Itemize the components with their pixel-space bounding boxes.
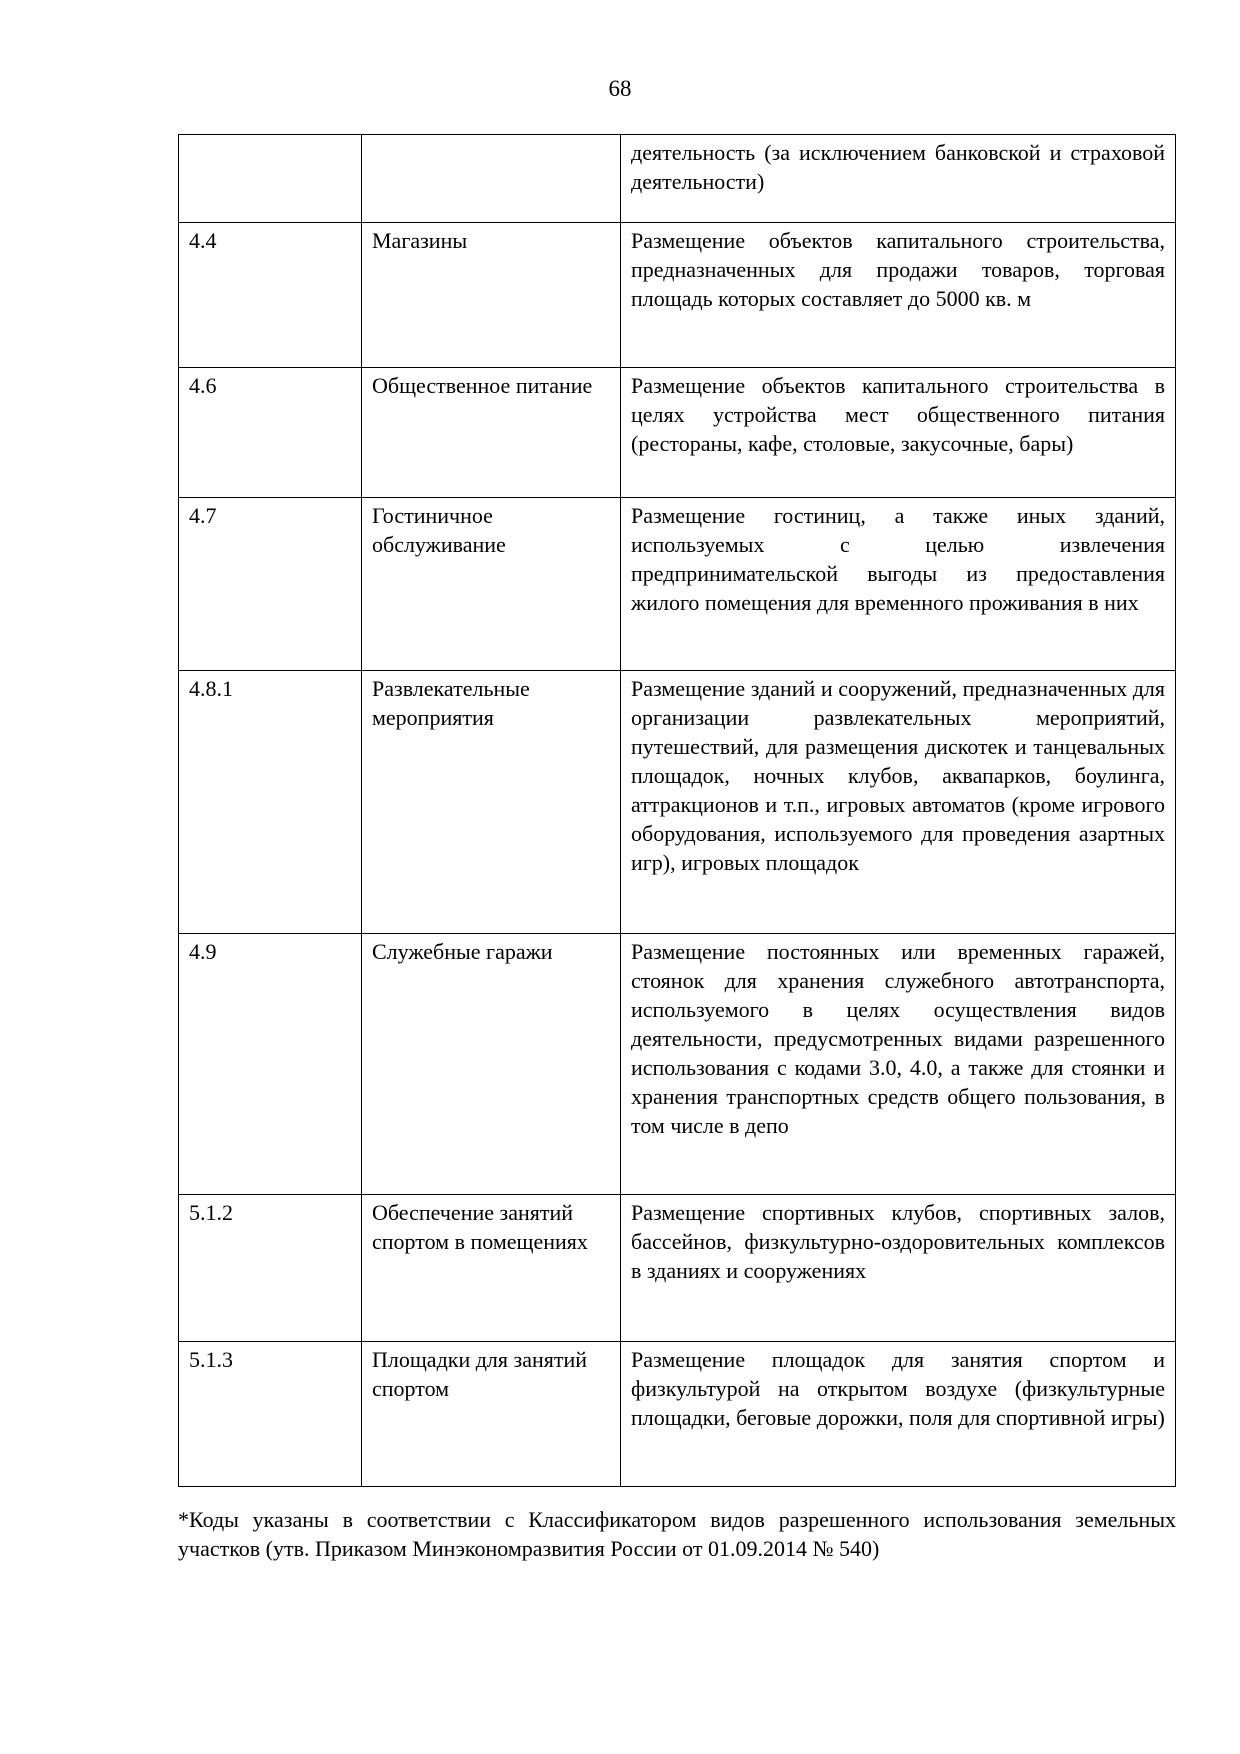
row-name: Магазины — [362, 223, 621, 368]
row-code: 4.4 — [179, 223, 362, 368]
table-row — [179, 1342, 1176, 1487]
row-name: Служебные гаражи — [362, 934, 621, 1195]
row-name: Площадки для занятий спортом — [362, 1342, 621, 1487]
row-description: Размещение объектов капитального строительства в целях устройства мест общественного питания (рестораны, кафе, столовые, закусочные, бары) — [621, 368, 1176, 498]
table-row — [179, 368, 1176, 498]
row-code: 5.1.3 — [179, 1342, 362, 1487]
table-row — [179, 498, 1176, 671]
row-name: Гостиничное обслуживание — [362, 498, 621, 671]
row-description: Размещение постоянных или временных гаражей, стоянок для хранения служебного автотранспорта, используемого в целях осуществления видов деятельности, предусмотренных видами разрешенного использования с кодами 3.0, 4.0, а также для стоянки и хранения транспортных средств общего пользования, в том числе в депо — [621, 934, 1176, 1195]
row-code: 5.1.2 — [179, 1195, 362, 1342]
row-name: Общественное питание — [362, 368, 621, 498]
row-description: Размещение зданий и сооружений, предназначенных для организации развлекательных мероприятий, путешествий, для размещения дискотек и танцевальных площадок, ночных клубов, аквапарков, боулинга, аттракционов и т.п., игровых автоматов (кроме игрового оборудования, используемого для проведения азартных игр), игровых площадок — [621, 671, 1176, 934]
row-code — [179, 135, 362, 223]
table-row — [179, 1195, 1176, 1342]
row-code: 4.9 — [179, 934, 362, 1195]
table-row — [179, 223, 1176, 368]
page-number: 68 — [608, 76, 632, 101]
row-description: деятельность (за исключением банковской и страховой деятельности) — [621, 135, 1176, 223]
footnote: *Коды указаны в соответствии с Классификатором видов разрешенного использования земельных участков (утв. Приказом Минэкономразвития России от 01.09.2014 № 540) — [178, 1507, 1176, 1561]
row-name: Развлекательные мероприятия — [362, 671, 621, 934]
row-code: 4.8.1 — [179, 671, 362, 934]
row-description: Размещение гостиниц, а также иных зданий, используемых с целью извлечения предпринимательской выгоды из предоставления жилого помещения для временного проживания в них — [621, 498, 1176, 671]
row-name: Обеспечение занятий спортом в помещениях — [362, 1195, 621, 1342]
table-row — [179, 135, 1176, 223]
row-name — [362, 135, 621, 223]
row-description: Размещение объектов капитального строительства, предназначенных для продажи товаров, торговая площадь которых составляет до 5000 кв. м — [621, 223, 1176, 368]
row-code: 4.6 — [179, 368, 362, 498]
land-use-table — [178, 134, 1176, 1487]
table-row — [179, 671, 1176, 934]
row-code: 4.7 — [179, 498, 362, 671]
row-description: Размещение спортивных клубов, спортивных залов, бассейнов, физкультурно-оздоровительных комплексов в зданиях и сооружениях — [621, 1195, 1176, 1342]
row-description: Размещение площадок для занятия спортом и физкультурой на открытом воздухе (физкультурные площадки, беговые дорожки, поля для спортивной игры) — [621, 1342, 1176, 1487]
table-row — [179, 934, 1176, 1195]
